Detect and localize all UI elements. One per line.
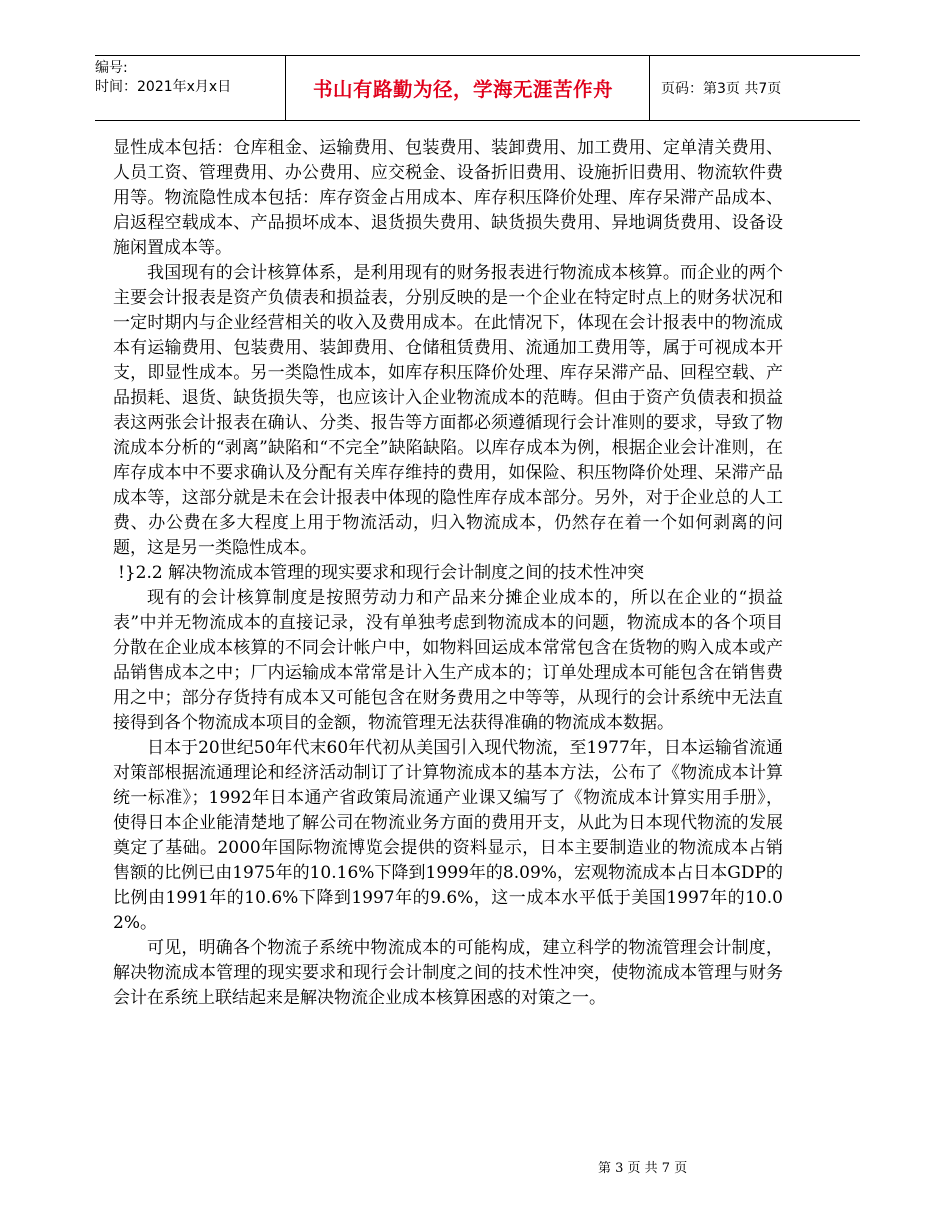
- header-divider-left: [285, 56, 286, 120]
- page-header: [95, 55, 860, 121]
- paragraph-conclusion: 可见，明确各个物流子系统中物流成本的可能构成，建立科学的物流管理会计制度，解决物流成本管理的现实要求和现行会计制度之间的技术性冲突，使物流成本管理与财务会计在系统上联结起来是解决物流企业成本核算困惑的对策之一。: [113, 938, 783, 1008]
- document-date: 时间：2021年x月x日: [95, 79, 232, 95]
- paragraph-current-accounting: 现有的会计核算制度是按照劳动力和产品来分摊企业成本的，所以在企业的“损益表”中并无物流成本的直接记录，没有单独考虑到物流成本的问题，物流成本的各个项目分散在企业成本核算的不同会计帐户中，如物料回运成本常常包含在货物的购入成本或产品销售成本之中；厂内运输成本常常是计入生产成本的；订单处理成本可能包含在销售费用之中；部分存货持有成本又可能包含在财务费用之中等等，从现行的会计系统中无法直接得到各个物流成本项目的金额，物流管理无法获得准确的物流成本数据。: [113, 588, 783, 733]
- header-divider-right: [649, 56, 650, 120]
- header-page-info: 页码：第3页 共7页: [661, 81, 782, 97]
- paragraph-explicit-costs: 显性成本包括：仓库租金、运输费用、包装费用、装卸费用、加工费用、定单清关费用、人员工资、管理费用、办公费用、应交税金、设备折旧费用、设施折旧费用、物流软件费用等。物流隐性成本包括：库存资金占用成本、库存积压降价处理、库存呆滞产品成本、启返程空载成本、产品损坏成本、退货损失费用、缺货损失费用、异地调货费用、设备设施闲置成本等。: [113, 138, 783, 258]
- header-motto: 书山有路勤为径，学海无涯苦作舟: [312, 78, 613, 101]
- document-number-label: 编号:: [95, 60, 128, 76]
- section-heading: !}2.2 解决物流成本管理的现实要求和现行会计制度之间的技术性冲突: [118, 563, 645, 583]
- document-body: [113, 136, 783, 1011]
- paragraph-japan-logistics: 日本于20世纪50年代末60年代初从美国引入现代物流，至1977年，日本运输省流通对策部根据流通理论和经济活动制订了计算物流成本的基本方法，公布了《物流成本计算统一标准》；1992年日本通产省政策局流通产业课又编写了《物流成本计算实用手册》，使得日本企业能清楚地了解公司在物流业务方面的费用开支，从此为日本现代物流的发展奠定了基础。2000年国际物流博览会提供的资料显示，日本主要制造业的物流成本占销售额的比例已由1975年的10.16%下降到1999年的8.09%，宏观物流成本占日本GDP的比例由1991年的10.6%下降到1997年的9.6%，这一成本水平低于美国1997年的10.02%。: [113, 738, 783, 933]
- header-meta: [95, 56, 285, 120]
- page-footer: 第 3 页 共 7 页: [598, 1161, 688, 1176]
- paragraph-accounting-system: 我国现有的会计核算体系，是利用现有的财务报表进行物流成本核算。而企业的两个主要会计报表是资产负债表和损益表，分别反映的是一个企业在特定时点上的财务状况和一定时期内与企业经营相关的收入及费用成本。在此情况下，体现在会计报表中的物流成本有运输费用、包装费用、装卸费用、仓储租赁费用、流通加工费用等，属于可视成本开支，即显性成本。另一类隐性成本，如库存积压降价处理、库存呆滞产品、回程空载、产品损耗、退货、缺货损失等，也应该计入企业物流成本的范畴。但由于资产负债表和损益表这两张会计报表在确认、分类、报告等方面都必须遵循现行会计准则的要求，导致了物流成本分析的“剥离”缺陷和“不完全”缺陷缺陷。以库存成本为例，根据企业会计准则，在库存成本中不要求确认及分配有关库存维持的费用，如保险、积压物降价处理、呆滞产品成本等，这部分就是未在会计报表中体现的隐性库存成本部分。另外，对于企业总的人工费、办公费在多大程度上用于物流活动，归入物流成本，仍然存在着一个如何剥离的问题，这是另一类隐性成本。: [113, 263, 783, 558]
